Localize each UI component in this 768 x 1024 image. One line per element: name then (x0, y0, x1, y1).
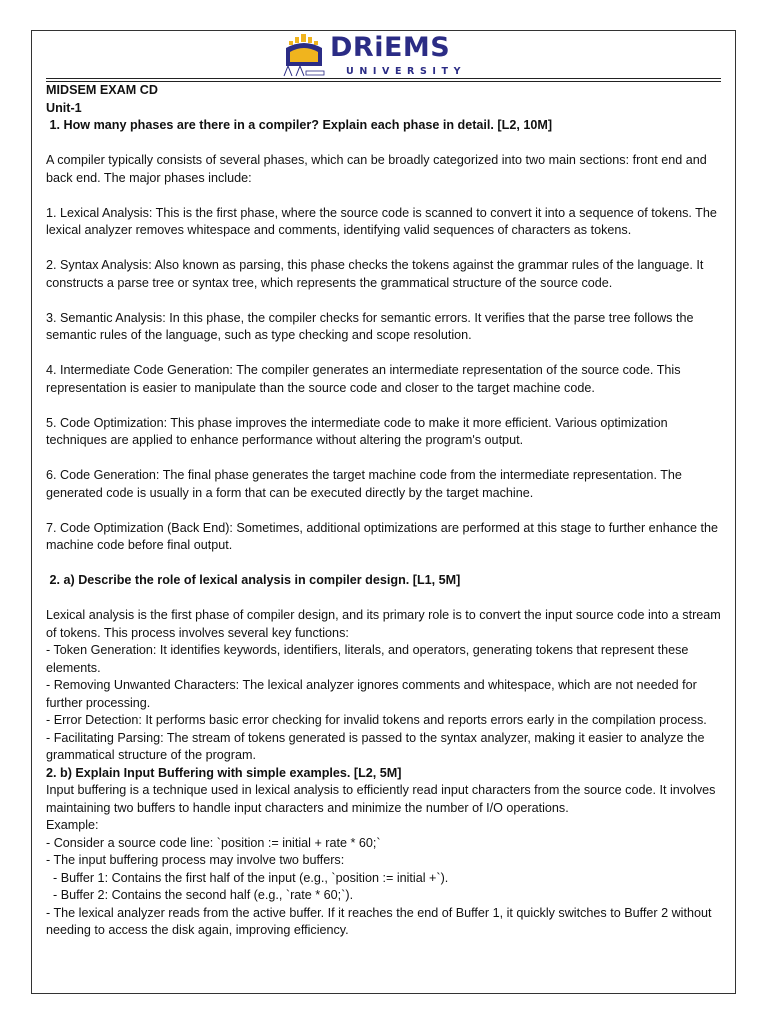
exam-title: MIDSEM EXAM CD (46, 83, 158, 97)
example-line: - Buffer 2: Contains the second half (e.g., `rate * 60;`). (46, 888, 354, 902)
example-label: Example: (46, 818, 99, 832)
question-2b: 2. b) Explain Input Buffering with simple examples. [L2, 5M] (46, 765, 402, 780)
phase-item: 5. Code Optimization: This phase improves the intermediate code to make it more efficient. Various optimization techniques are applied to enhance performance without altering the program's output. (46, 415, 668, 447)
phase-item: 1. Lexical Analysis: This is the first phase, where the source code is scanned to convert it into a sequence of tokens. The lexical analyzer removes whitespace and comments, identifying valid sequences of characters as tokens. (46, 205, 717, 237)
bullet-point: - Error Detection: It performs basic error checking for invalid tokens and reports errors early in the compilation process. (46, 713, 707, 727)
logo-wordmark: DRiEMS (330, 32, 451, 63)
unit-label: Unit-1 (46, 100, 82, 115)
question-2b-intro: Input buffering is a technique used in lexical analysis to efficiently read input characters from the source code. It involves maintaining two buffers to handle input characters and minimize the number of I/O operations. (46, 783, 716, 815)
document-body (46, 82, 724, 940)
example-line: - Consider a source code line: `position := initial + rate * 60;` (46, 835, 381, 850)
bullet-point: - Facilitating Parsing: The stream of tokens generated is passed to the syntax analyzer, making it easier to analyze the grammatical structure of the program. (46, 730, 705, 762)
question-1-intro: A compiler typically consists of several phases, which can be broadly categorized into two main sections: front end and back end. The major phases include: (46, 153, 707, 185)
header-logo (282, 32, 482, 80)
question-2a-intro: Lexical analysis is the first phase of compiler design, and its primary role is to convert the input source code into a stream of tokens. This process involves several key functions: (46, 608, 721, 640)
example-line: - The input buffering process may involve two buffers: (46, 853, 345, 867)
header-rule-top (46, 78, 721, 79)
logo-subtitle: UNIVERSITY (346, 66, 467, 77)
example-line: - Buffer 1: Contains the first half of the input (e.g., `position := initial +`). (46, 870, 449, 885)
phase-item: 7. Code Optimization (Back End): Sometimes, additional optimizations are performed at this stage to further enhance the machine code before final output. (46, 520, 719, 552)
phase-item: 3. Semantic Analysis: In this phase, the compiler checks for semantic errors. It verifies that the parse tree follows the semantic rules of the language, such as type checking and scope resolution. (46, 310, 694, 342)
example-line: - The lexical analyzer reads from the active buffer. If it reaches the end of Buffer 1, it quickly switches to Buffer 2 without needing to access the disk again, improving efficiency. (46, 905, 712, 937)
phase-item: 2. Syntax Analysis: Also known as parsing, this phase checks the tokens against the grammar rules of the language. It constructs a parse tree or syntax tree, which represents the grammatical structure of the source code. (46, 258, 704, 290)
phase-item: 6. Code Generation: The final phase generates the target machine code from the intermediate representation. The generated code is usually in a form that can be executed directly by the target machine. (46, 468, 682, 500)
phase-item: 4. Intermediate Code Generation: The compiler generates an intermediate representation of the source code. This representation is easier to manipulate than the source code and closer to the target machine code. (46, 363, 681, 395)
bullet-point: - Token Generation: It identifies keywords, identifiers, literals, and operators, generating tokens that represent these elements. (46, 643, 689, 675)
question-1: 1. How many phases are there in a compiler? Explain each phase in detail. [L2, 10M] (46, 118, 553, 132)
bullet-point: - Removing Unwanted Characters: The lexical analyzer ignores comments and whitespace, which are not needed for further processing. (46, 678, 697, 710)
university-crest-icon (282, 32, 328, 78)
question-2a: 2. a) Describe the role of lexical analysis in compiler design. [L1, 5M] (46, 573, 461, 587)
